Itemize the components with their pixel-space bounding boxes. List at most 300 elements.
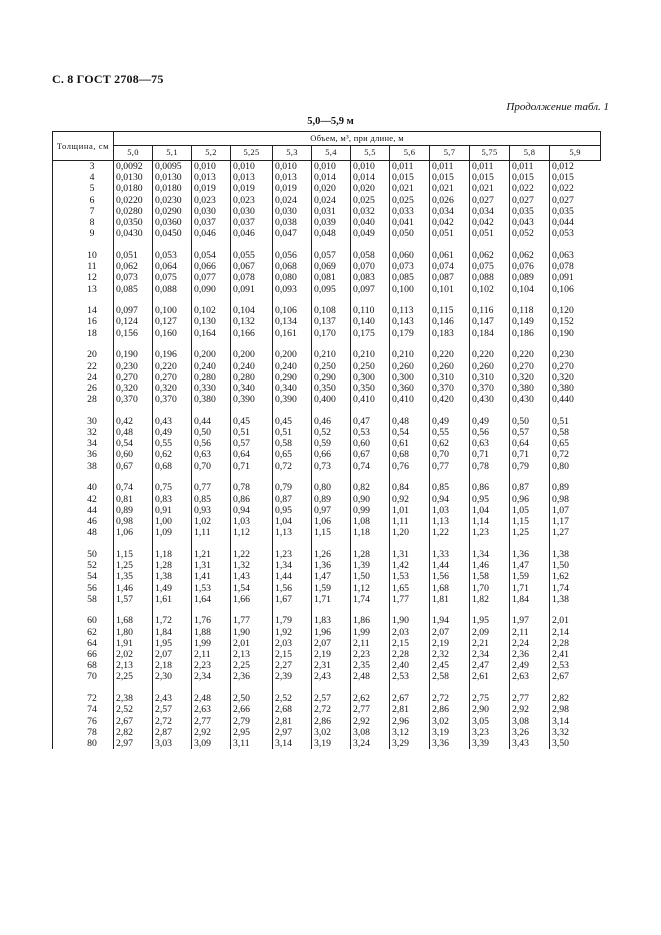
volume-cell: 1,15	[312, 527, 351, 538]
volume-cell: 2,62	[351, 693, 390, 704]
volume-cell: 0,320	[153, 383, 192, 394]
thickness-cell: 11	[53, 261, 114, 272]
volume-cell: 1,07	[550, 505, 601, 516]
volume-cell: 2,92	[510, 704, 550, 715]
group-spacer	[53, 239, 601, 250]
volume-cell: 0,63	[192, 449, 231, 460]
volume-cell: 0,380	[192, 394, 231, 405]
volume-cell: 0,056	[273, 250, 312, 261]
thickness-cell: 8	[53, 217, 114, 228]
volume-cell: 0,022	[550, 183, 601, 194]
thickness-cell: 10	[53, 250, 114, 261]
volume-cell: 0,089	[510, 272, 550, 283]
volume-cell: 0,280	[231, 372, 273, 383]
thickness-cell: 52	[53, 560, 114, 571]
volume-cell: 1,99	[192, 638, 231, 649]
table-row	[53, 738, 601, 749]
thickness-cell: 48	[53, 527, 114, 538]
volume-cell: 0,077	[192, 272, 231, 283]
volume-cell: 0,027	[550, 195, 601, 206]
volume-cell: 0,052	[510, 228, 550, 239]
volume-cell: 1,34	[273, 560, 312, 571]
volume-cell: 0,390	[231, 394, 273, 405]
volume-cell: 0,066	[192, 261, 231, 272]
volume-cell: 1,58	[470, 571, 510, 582]
volume-cell: 0,030	[231, 206, 273, 217]
volume-cell: 0,143	[390, 316, 430, 327]
volume-cell: 3,26	[510, 727, 550, 738]
volume-cell: 0,014	[351, 172, 390, 183]
volume-cell: 3,12	[390, 727, 430, 738]
table-row	[53, 383, 601, 394]
length-header-cell: 5,25	[231, 146, 273, 161]
volume-cell: 2,03	[273, 638, 312, 649]
volume-cell: 1,05	[510, 505, 550, 516]
volume-cell: 0,073	[114, 272, 153, 283]
volume-cell: 0,061	[430, 250, 470, 261]
group-spacer	[53, 405, 601, 416]
volume-cell: 0,049	[351, 228, 390, 239]
volume-cell: 0,53	[351, 427, 390, 438]
volume-cell: 0,037	[192, 217, 231, 228]
volume-cell: 3,14	[273, 738, 312, 749]
volume-cell: 0,60	[114, 449, 153, 460]
volume-cell: 0,51	[550, 416, 601, 427]
volume-cell: 1,95	[153, 638, 192, 649]
volume-cell: 0,68	[390, 449, 430, 460]
volume-cell: 1,22	[231, 549, 273, 560]
volume-cell: 0,156	[114, 328, 153, 339]
volume-cell: 1,43	[231, 571, 273, 582]
thickness-cell: 56	[53, 583, 114, 594]
volume-cell: 0,023	[192, 195, 231, 206]
volume-cell: 2,24	[510, 638, 550, 649]
volume-cell: 0,57	[231, 438, 273, 449]
group-spacer	[53, 295, 601, 306]
thickness-column-header: Толщина, см	[53, 132, 114, 161]
volume-cell: 2,07	[430, 627, 470, 638]
volume-cell: 0,030	[273, 206, 312, 217]
volume-cell: 2,82	[114, 727, 153, 738]
volume-cell: 1,20	[390, 527, 430, 538]
volume-cell: 0,45	[273, 416, 312, 427]
table-row	[53, 649, 601, 660]
volume-cell: 0,85	[192, 494, 231, 505]
volume-cell: 2,27	[273, 660, 312, 671]
volume-cell: 0,77	[192, 482, 231, 493]
volume-cell: 2,35	[351, 660, 390, 671]
volume-cell: 0,083	[351, 272, 390, 283]
volume-cell: 0,56	[192, 438, 231, 449]
volume-cell: 0,83	[153, 494, 192, 505]
volume-cell: 1,34	[470, 549, 510, 560]
volume-cell: 1,33	[430, 549, 470, 560]
volume-cell: 0,091	[231, 284, 273, 295]
length-header-cell: 5,2	[192, 146, 231, 161]
volume-cell: 2,53	[550, 660, 601, 671]
table-row	[53, 516, 601, 527]
volume-cell: 1,71	[312, 594, 351, 605]
thickness-cell: 78	[53, 727, 114, 738]
volume-cell: 3,08	[510, 716, 550, 727]
table-row	[53, 716, 601, 727]
volume-cell: 0,021	[390, 183, 430, 194]
volume-cell: 1,18	[153, 549, 192, 560]
thickness-cell: 46	[53, 516, 114, 527]
volume-cell: 0,075	[153, 272, 192, 283]
volume-cell: 2,77	[351, 704, 390, 715]
group-spacer	[53, 683, 601, 694]
volume-cell: 1,36	[510, 549, 550, 560]
volume-cell: 1,47	[312, 571, 351, 582]
volume-cell: 2,86	[430, 704, 470, 715]
volume-cell: 0,58	[550, 427, 601, 438]
volume-cell: 0,440	[550, 394, 601, 405]
volume-cell: 0,132	[231, 316, 273, 327]
volume-cell: 0,54	[390, 427, 430, 438]
table-row	[53, 505, 601, 516]
length-range-title: 5,0—5,9 м	[307, 116, 354, 127]
table-row	[53, 228, 601, 239]
volume-cell: 2,25	[114, 671, 153, 682]
volume-cell: 1,72	[153, 615, 192, 626]
volume-cell: 0,021	[430, 183, 470, 194]
volume-cell: 0,72	[273, 461, 312, 472]
volume-cell: 0,021	[470, 183, 510, 194]
volume-cell: 0,013	[192, 172, 231, 183]
volume-cell: 0,022	[510, 183, 550, 194]
volume-cell: 0,49	[430, 416, 470, 427]
volume-cell: 3,36	[430, 738, 470, 749]
thickness-cell: 6	[53, 195, 114, 206]
volume-cell: 0,074	[430, 261, 470, 272]
volume-cell: 1,39	[351, 560, 390, 571]
volume-cell: 0,200	[192, 349, 231, 360]
volume-cell: 1,12	[351, 583, 390, 594]
volume-cell: 1,23	[470, 527, 510, 538]
table-row	[53, 305, 601, 316]
volume-cell: 0,041	[390, 217, 430, 228]
table-row	[53, 361, 601, 372]
volume-cell: 0,95	[273, 505, 312, 516]
volume-cell: 0,48	[114, 427, 153, 438]
volume-cell: 1,04	[273, 516, 312, 527]
length-header-cell: 5,5	[351, 146, 390, 161]
volume-cell: 2,75	[470, 693, 510, 704]
thickness-cell: 13	[53, 284, 114, 295]
volume-cell: 0,010	[312, 161, 351, 173]
volume-cell: 0,42	[114, 416, 153, 427]
volume-cell: 1,26	[312, 549, 351, 560]
volume-cell: 1,74	[550, 583, 601, 594]
volume-cell: 2,07	[153, 649, 192, 660]
volume-cell: 0,102	[470, 284, 510, 295]
volume-cell: 0,190	[550, 328, 601, 339]
volume-cell: 1,38	[153, 571, 192, 582]
table-row	[53, 482, 601, 493]
volume-cell: 1,04	[470, 505, 510, 516]
volume-cell: 1,84	[510, 594, 550, 605]
volume-cell: 1,27	[550, 527, 601, 538]
volume-cell: 0,81	[114, 494, 153, 505]
volume-cell: 0,127	[153, 316, 192, 327]
thickness-cell: 64	[53, 638, 114, 649]
volume-cell: 0,79	[510, 461, 550, 472]
table-row	[53, 693, 601, 704]
volume-cell: 2,36	[231, 671, 273, 682]
volume-cell: 1,53	[390, 571, 430, 582]
volume-cell: 0,62	[153, 449, 192, 460]
volume-cell: 0,62	[430, 438, 470, 449]
table-row	[53, 316, 601, 327]
volume-cell: 0,027	[510, 195, 550, 206]
volume-cell: 0,49	[153, 427, 192, 438]
table-row	[53, 217, 601, 228]
volume-cell: 3,32	[550, 727, 601, 738]
volume-cell: 0,93	[192, 505, 231, 516]
volume-cell: 2,01	[231, 638, 273, 649]
volume-cell: 2,77	[192, 716, 231, 727]
volume-cell: 0,069	[312, 261, 351, 272]
volume-cell: 1,22	[430, 527, 470, 538]
volume-cell: 1,28	[153, 560, 192, 571]
table-row	[53, 161, 601, 173]
volume-cell: 0,87	[273, 494, 312, 505]
volume-cell: 0,011	[390, 161, 430, 173]
volume-cell: 0,160	[153, 328, 192, 339]
volume-cell: 0,026	[430, 195, 470, 206]
table-row	[53, 349, 601, 360]
thickness-cell: 42	[53, 494, 114, 505]
volume-cell: 0,106	[273, 305, 312, 316]
volume-cell: 1,68	[430, 583, 470, 594]
thickness-cell: 3	[53, 161, 114, 173]
volume-cell: 0,200	[231, 349, 273, 360]
thickness-cell: 70	[53, 671, 114, 682]
volume-cell: 0,78	[231, 482, 273, 493]
volume-cell: 0,67	[114, 461, 153, 472]
volume-cell: 0,74	[114, 482, 153, 493]
volume-cell: 0,140	[351, 316, 390, 327]
length-header-cell: 5,7	[430, 146, 470, 161]
volume-cell: 2,31	[312, 660, 351, 671]
volume-cell: 1,06	[114, 527, 153, 538]
volume-cell: 1,88	[192, 627, 231, 638]
volume-cell: 1,77	[231, 615, 273, 626]
volume-cell: 0,152	[550, 316, 601, 327]
table-row	[53, 671, 601, 682]
length-header-cell: 5,6	[390, 146, 430, 161]
volume-cell: 0,77	[430, 461, 470, 472]
volume-cell: 0,350	[351, 383, 390, 394]
volume-cell: 0,101	[430, 284, 470, 295]
volume-cell: 1,49	[153, 583, 192, 594]
volume-cell: 0,270	[510, 361, 550, 372]
volume-cell: 2,67	[550, 671, 601, 682]
group-spacer	[53, 339, 601, 350]
volume-cell: 0,210	[390, 349, 430, 360]
thickness-cell: 14	[53, 305, 114, 316]
volume-cell: 1,03	[430, 505, 470, 516]
volume-cell: 0,210	[312, 349, 351, 360]
volume-cell: 0,50	[510, 416, 550, 427]
volume-cell: 2,63	[510, 671, 550, 682]
volume-cell: 0,085	[114, 284, 153, 295]
volume-cell: 0,220	[153, 361, 192, 372]
volume-cell: 0,370	[114, 394, 153, 405]
volume-cell: 0,062	[470, 250, 510, 261]
table-row	[53, 638, 601, 649]
volume-cell: 0,72	[550, 449, 601, 460]
volume-cell: 0,088	[470, 272, 510, 283]
group-spacer	[53, 472, 601, 483]
volume-cell: 0,260	[390, 361, 430, 372]
volume-cell: 0,400	[312, 394, 351, 405]
volume-cell: 0,82	[351, 482, 390, 493]
thickness-cell: 74	[53, 704, 114, 715]
volume-cell: 2,72	[153, 716, 192, 727]
volume-cell: 0,430	[510, 394, 550, 405]
volume-cell: 1,83	[312, 615, 351, 626]
volume-cell: 0,011	[470, 161, 510, 173]
volume-cell: 0,046	[231, 228, 273, 239]
volume-cell: 2,45	[430, 660, 470, 671]
volume-cell: 0,100	[390, 284, 430, 295]
volume-cell: 0,075	[470, 261, 510, 272]
volume-cell: 2,23	[192, 660, 231, 671]
table-row	[53, 727, 601, 738]
volume-cell: 0,093	[273, 284, 312, 295]
volume-cell: 1,70	[470, 583, 510, 594]
volume-cell: 2,38	[114, 693, 153, 704]
volume-cell: 0,073	[390, 261, 430, 272]
volume-cell: 2,52	[114, 704, 153, 715]
volume-cell: 0,71	[231, 461, 273, 472]
volume-cell: 0,95	[470, 494, 510, 505]
volume-cell: 0,320	[510, 372, 550, 383]
volume-cell: 1,02	[192, 516, 231, 527]
thickness-cell: 30	[53, 416, 114, 427]
volume-cell: 0,051	[470, 228, 510, 239]
volume-cell: 1,38	[550, 594, 601, 605]
table-row	[53, 594, 601, 605]
volume-cell: 2,92	[351, 716, 390, 727]
volume-cell: 1,84	[153, 627, 192, 638]
volume-cell: 1,06	[312, 516, 351, 527]
volume-cell: 1,67	[273, 594, 312, 605]
thickness-cell: 16	[53, 316, 114, 327]
table-row	[53, 704, 601, 715]
table-row	[53, 438, 601, 449]
volume-cell: 0,49	[470, 416, 510, 427]
volume-cell: 0,030	[192, 206, 231, 217]
thickness-cell: 9	[53, 228, 114, 239]
volume-cell: 0,64	[510, 438, 550, 449]
volume-cell: 1,57	[114, 594, 153, 605]
volume-cell: 2,23	[351, 649, 390, 660]
volume-cell: 0,090	[192, 284, 231, 295]
volume-cell: 1,28	[351, 549, 390, 560]
volume-cell: 2,58	[430, 671, 470, 682]
volume-cell: 0,71	[510, 449, 550, 460]
volume-cell: 1,61	[153, 594, 192, 605]
volume-cell: 0,051	[430, 228, 470, 239]
volume-cell: 2,36	[510, 649, 550, 660]
volume-cell: 2,21	[470, 638, 510, 649]
volume-cell: 0,095	[312, 284, 351, 295]
volume-cell: 3,50	[550, 738, 601, 749]
volume-cell: 0,50	[192, 427, 231, 438]
volume-cell: 0,200	[273, 349, 312, 360]
volume-cell: 2,28	[550, 638, 601, 649]
volume-cell: 2,50	[231, 693, 273, 704]
volume-cell: 1,18	[351, 527, 390, 538]
volume-cell: 0,033	[390, 206, 430, 217]
volume-cell: 0,035	[510, 206, 550, 217]
volume-cell: 1,97	[510, 615, 550, 626]
volume-cell: 0,250	[351, 361, 390, 372]
volume-cell: 0,042	[470, 217, 510, 228]
volume-cell: 0,078	[550, 261, 601, 272]
volume-cell: 0,86	[470, 482, 510, 493]
volume-cell: 0,270	[153, 372, 192, 383]
volume-cell: 0,124	[114, 316, 153, 327]
volume-cell: 0,102	[192, 305, 231, 316]
volume-cell: 2,82	[550, 693, 601, 704]
volume-cell: 0,046	[192, 228, 231, 239]
volume-cell: 1,01	[390, 505, 430, 516]
table-row	[53, 527, 601, 538]
volume-cell: 0,55	[153, 438, 192, 449]
volume-cell: 0,087	[430, 272, 470, 283]
volume-cell: 0,320	[114, 383, 153, 394]
volume-cell: 1,59	[312, 583, 351, 594]
thickness-cell: 12	[53, 272, 114, 283]
volume-cell: 0,118	[510, 305, 550, 316]
volume-cell: 2,87	[153, 727, 192, 738]
volume-cell: 0,220	[470, 349, 510, 360]
volume-cell: 0,96	[510, 494, 550, 505]
table-row	[53, 494, 601, 505]
volume-cell: 0,034	[470, 206, 510, 217]
volume-cell: 2,03	[390, 627, 430, 638]
volume-cell: 3,29	[390, 738, 430, 749]
volume-cell: 0,220	[510, 349, 550, 360]
volume-cell: 1,11	[390, 516, 430, 527]
volume-cell: 3,02	[430, 716, 470, 727]
volume-cell: 1,36	[312, 560, 351, 571]
volume-cell: 0,64	[231, 449, 273, 460]
volume-cell: 1,31	[192, 560, 231, 571]
volume-cell: 0,94	[231, 505, 273, 516]
volume-cell: 2,18	[153, 660, 192, 671]
volume-cell: 0,130	[192, 316, 231, 327]
volume-cell: 0,360	[390, 383, 430, 394]
volume-column-header: Объем, м³, при длине, м	[114, 132, 601, 146]
volume-cell: 0,300	[390, 372, 430, 383]
table-row	[53, 372, 601, 383]
volume-cell: 2,11	[192, 649, 231, 660]
volume-cell: 1,38	[550, 549, 601, 560]
volume-cell: 1,77	[390, 594, 430, 605]
volume-cell: 2,15	[390, 638, 430, 649]
volume-cell: 0,166	[231, 328, 273, 339]
thickness-cell: 18	[53, 328, 114, 339]
volume-cell: 0,043	[510, 217, 550, 228]
volume-cell: 0,58	[273, 438, 312, 449]
length-header-cell: 5,3	[273, 146, 312, 161]
volume-cell: 1,90	[231, 627, 273, 638]
